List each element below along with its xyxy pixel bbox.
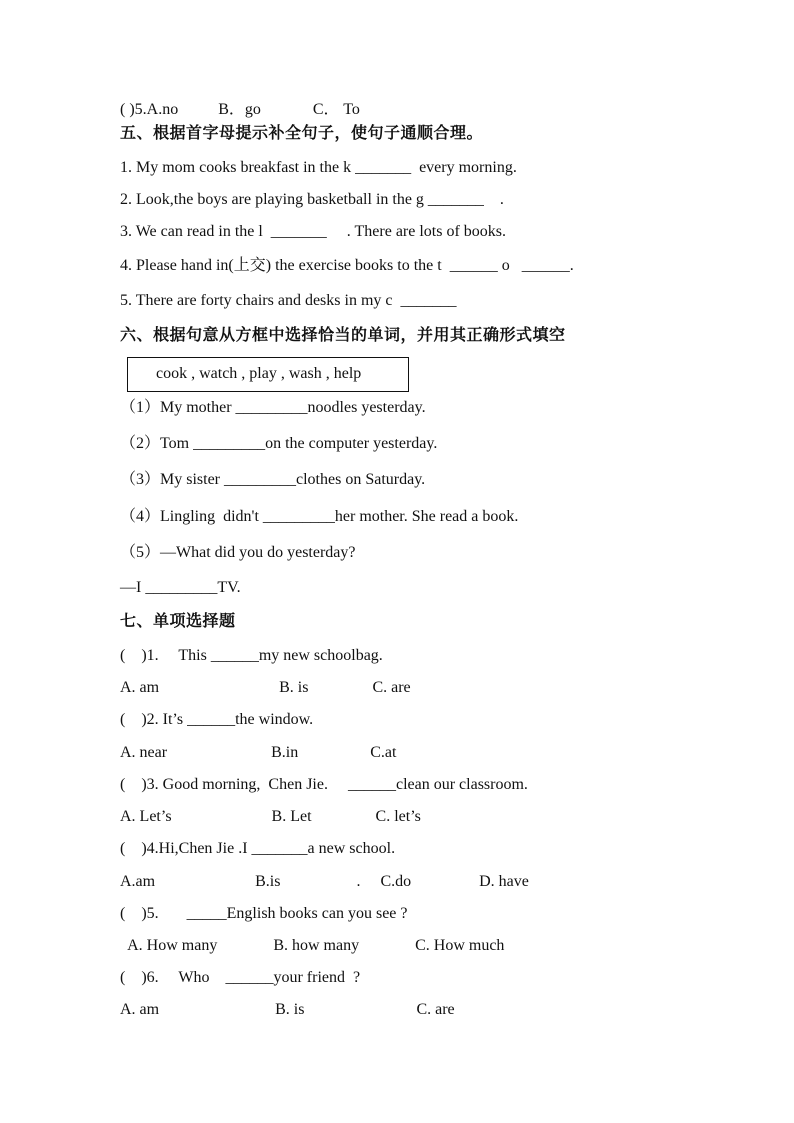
blank-item-2: （2）Tom _________on the computer yesterday. (120, 435, 438, 452)
section-five-title: 五、根据首字母提示补全句子，使句子通顺合理。 (120, 123, 484, 142)
mc-question-2: ( )2. It’s ______the window. (120, 711, 314, 728)
mc-question-4: ( )4.Hi,Chen Jie .I _______a new school. (120, 840, 396, 857)
fill-sentence-1: 1. My mom cooks breakfast in the k _______ every morning. (120, 159, 517, 176)
mc-options-3: A. Let’s B. Let C. let’s (120, 808, 421, 825)
blank-item-5-answer: —I _________TV. (120, 579, 241, 596)
section-six-title: 六、根据句意从方框中选择恰当的单词，并用其正确形式填空 (120, 325, 566, 344)
section-seven-title: 七、单项选择题 (120, 611, 236, 630)
fill-sentence-4: 4. Please hand in(上交) the exercise books to the t ______ o ______. (120, 257, 574, 274)
prev-question-5-options: ( )5.A.no B．go C． To (120, 101, 360, 118)
mc-question-1: ( )1. This ______my new schoolbag. (120, 647, 383, 664)
mc-options-6: A. am B. is C. are (120, 1001, 455, 1018)
mc-options-4: A.am B.is . C.do D. have (120, 873, 529, 890)
mc-options-2: A. near B.in C.at (120, 744, 397, 761)
blank-item-1: （1）My mother _________noodles yesterday. (120, 399, 426, 416)
blank-item-4: （4）Lingling didn't _________her mother. She read a book. (120, 508, 519, 525)
mc-options-5: A. How many B. how many C. How much (120, 937, 505, 954)
blank-item-5-question: （5）—What did you do yesterday? (120, 544, 356, 561)
fill-sentence-5: 5. There are forty chairs and desks in my c _______ (120, 292, 457, 309)
word-bank-box (127, 357, 409, 392)
mc-question-3: ( )3. Good morning, Chen Jie. ______clean our classroom. (120, 776, 528, 793)
mc-question-5: ( )5. _____English books can you see ? (120, 905, 408, 922)
mc-options-1: A. am B. is C. are (120, 679, 411, 696)
fill-sentence-3: 3. We can read in the l _______ . There are lots of books. (120, 223, 507, 240)
fill-sentence-2: 2. Look,the boys are playing basketball in the g _______ . (120, 191, 504, 208)
blank-item-3: （3）My sister _________clothes on Saturday. (120, 471, 426, 488)
mc-question-6: ( )6. Who ______your friend ? (120, 969, 361, 986)
word-bank-text: cook , watch , play , wash , help (156, 365, 362, 382)
